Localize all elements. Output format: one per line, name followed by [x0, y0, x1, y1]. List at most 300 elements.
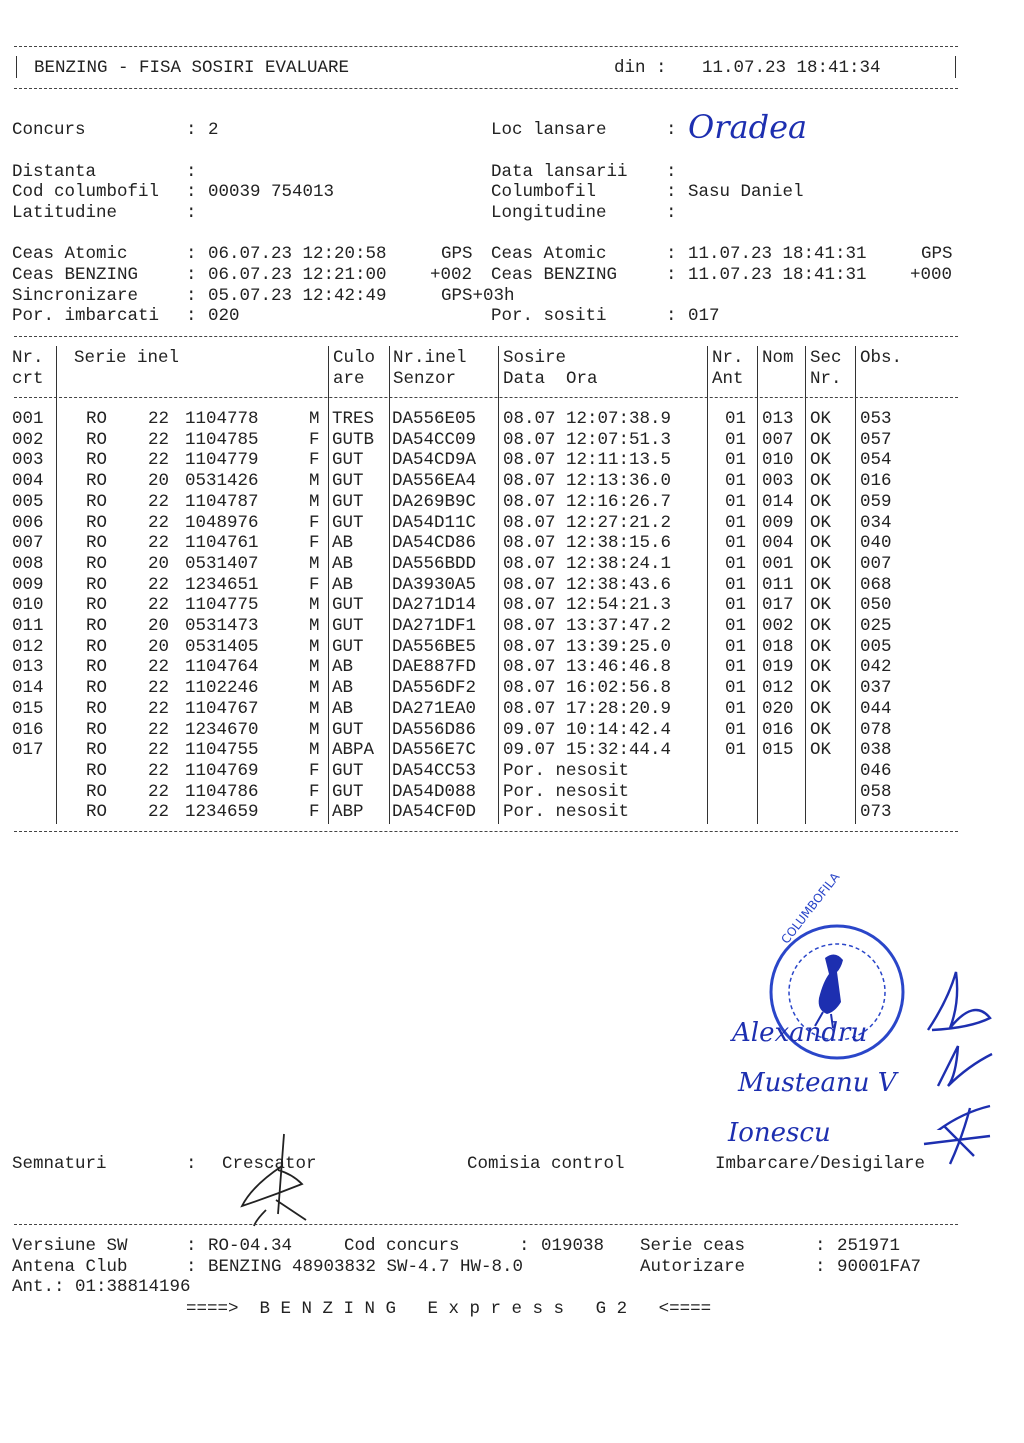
cell-culoare: TRES [332, 409, 375, 429]
th-serie: Serie inel [74, 348, 180, 368]
cell-obs: 038 [860, 740, 892, 761]
cell-tara: RO [86, 471, 108, 492]
cell-sex: F [309, 533, 320, 554]
cell-sosire: 08.07 13:39:25.0 [503, 636, 672, 657]
serie-ceas-label: Serie ceas [640, 1236, 746, 1256]
signature-cross [920, 1098, 1000, 1178]
cell-ant: 01 [725, 553, 747, 574]
th-obs: Obs. [860, 348, 903, 368]
cell-inel: 0531405 [185, 636, 259, 657]
cell-obs: 059 [860, 491, 892, 512]
cell-senzor: DA54D088 [392, 781, 477, 802]
cell-sec: OK [810, 678, 832, 699]
clock-suffix: +002 [430, 265, 473, 285]
cell-inel: 0531473 [185, 616, 259, 636]
th-sec-1: Sec [810, 348, 842, 368]
footer-rule [14, 1224, 958, 1225]
cell-nr: 007 [12, 533, 44, 554]
cell-tara: RO [86, 553, 108, 574]
cell-tara: RO [86, 429, 108, 450]
colon: : [186, 244, 197, 264]
cod-concurs-label: Cod concurs [344, 1236, 460, 1256]
clock-label: Ceas Atomic [491, 244, 607, 264]
cell-culoare: AB [332, 698, 354, 719]
th-inel-1: Nr.inel [393, 348, 467, 368]
th-inel-2: Senzor [393, 369, 457, 389]
cell-senzor: DA3930A5 [392, 574, 477, 595]
cell-ant: 01 [725, 616, 747, 636]
cell-sex: M [309, 409, 320, 429]
clock-value: 06.07.23 12:21:00 [208, 265, 387, 285]
cell-sec: OK [810, 698, 832, 719]
imbarcare-label: Imbarcare/Desigilare [715, 1154, 926, 1174]
clock-value: 020 [208, 306, 240, 326]
colon: : [519, 1236, 530, 1256]
cell-inel: 1234659 [185, 802, 259, 823]
cell-nom: 016 [762, 719, 794, 740]
clock-label: Ceas Atomic [12, 244, 128, 264]
cell-sec: OK [810, 616, 832, 636]
col-sep [855, 346, 856, 824]
col-sep [757, 346, 758, 824]
cell-nom: 019 [762, 657, 794, 678]
cell-obs: 025 [860, 616, 892, 636]
cell-obs: 042 [860, 657, 892, 678]
cell-an: 22 [148, 491, 170, 512]
th-sosire-2: Data Ora [503, 369, 598, 389]
cell-senzor: DA556E7C [392, 740, 477, 761]
colon: : [186, 203, 197, 223]
cell-sosire: 08.07 12:07:38.9 [503, 409, 672, 429]
loc-lansare-label: Loc lansare [491, 120, 607, 140]
cell-senzor: DA54CC53 [392, 760, 477, 781]
clock-value: 05.07.23 12:42:49 [208, 286, 387, 306]
clock-value: 11.07.23 18:41:31 [688, 265, 867, 285]
cell-ant: 01 [725, 698, 747, 719]
cell-nr: 003 [12, 450, 44, 471]
benzing-banner: ====> B E N Z I N G E x p r e s s G 2 <==== [186, 1299, 712, 1319]
cell-culoare: GUT [332, 512, 364, 533]
cell-nom: 020 [762, 698, 794, 719]
cell-culoare: AB [332, 657, 354, 678]
cell-inel: 1104778 [185, 409, 259, 429]
cell-sec: OK [810, 429, 832, 450]
cell-an: 22 [148, 409, 170, 429]
cell-sex: M [309, 678, 320, 699]
cell-sex: M [309, 491, 320, 512]
th-sosire-1: Sosire [503, 348, 567, 368]
colon: : [666, 203, 677, 223]
colon: : [666, 120, 677, 140]
cell-tara: RO [86, 760, 108, 781]
cell-an: 22 [148, 740, 170, 761]
th-crt: crt [12, 369, 44, 389]
cell-inel: 1104764 [185, 657, 259, 678]
table-header-rule [14, 397, 958, 398]
cell-senzor: DA54CF0D [392, 802, 477, 823]
cell-nr: 009 [12, 574, 44, 595]
cell-tara: RO [86, 574, 108, 595]
cell-nr: 016 [12, 719, 44, 740]
latitudine-label: Latitudine [12, 203, 118, 223]
cell-sec: OK [810, 719, 832, 740]
cell-sosire: 08.07 12:13:36.0 [503, 471, 672, 492]
clock-suffix: GPS+03h [441, 286, 515, 306]
clock-suffix: GPS [921, 244, 953, 264]
comisia-label: Comisia control [467, 1154, 625, 1174]
cell-an: 22 [148, 678, 170, 699]
clock-value: 11.07.23 18:41:31 [688, 244, 867, 264]
cell-inel: 1104755 [185, 740, 259, 761]
cell-nr: 005 [12, 491, 44, 512]
cell-nom: 007 [762, 429, 794, 450]
cell-senzor: DA271EA0 [392, 698, 477, 719]
cell-ant: 01 [725, 595, 747, 616]
columbofil-label: Columbofil [491, 182, 597, 202]
cell-ant: 01 [725, 533, 747, 554]
cell-nom: 004 [762, 533, 794, 554]
cell-sosire: 08.07 13:37:47.2 [503, 616, 672, 636]
cell-inel: 1104767 [185, 698, 259, 719]
cell-inel: 1234651 [185, 574, 259, 595]
cell-senzor: DA271D14 [392, 595, 477, 616]
cell-sec: OK [810, 491, 832, 512]
cell-sex: M [309, 657, 320, 678]
cell-senzor: DA54D11C [392, 512, 477, 533]
cell-ant: 01 [725, 450, 747, 471]
table-bottom-rule [14, 831, 958, 832]
cell-obs: 040 [860, 533, 892, 554]
cell-sec: OK [810, 471, 832, 492]
cell-tara: RO [86, 636, 108, 657]
stamp-text: COLUMBOFILA [778, 869, 843, 947]
cell-ant: 01 [725, 740, 747, 761]
cell-culoare: GUT [332, 781, 364, 802]
cell-senzor: DA556E05 [392, 409, 477, 429]
cell-culoare: GUT [332, 636, 364, 657]
th-culoare-2: are [333, 369, 365, 389]
cell-ant: 01 [725, 512, 747, 533]
cell-an: 22 [148, 657, 170, 678]
ant-line: Ant.: 01:38814196 [12, 1277, 191, 1297]
cell-nom: 017 [762, 595, 794, 616]
cell-nr: 013 [12, 657, 44, 678]
cell-obs: 050 [860, 595, 892, 616]
distanta-label: Distanta [12, 162, 97, 182]
longitudine-label: Longitudine [491, 203, 607, 223]
data-lansarii-label: Data lansarii [491, 162, 628, 182]
cell-an: 22 [148, 719, 170, 740]
cell-obs: 073 [860, 802, 892, 823]
cell-inel: 1102246 [185, 678, 259, 699]
cell-sex: F [309, 760, 320, 781]
clock-label: Sincronizare [12, 286, 139, 306]
cod-columbofil-label: Cod columbofil [12, 182, 160, 202]
cell-obs: 053 [860, 409, 892, 429]
cell-sec: OK [810, 595, 832, 616]
cell-sosire: 08.07 12:54:21.3 [503, 595, 672, 616]
cell-an: 22 [148, 574, 170, 595]
cell-obs: 007 [860, 553, 892, 574]
colon: : [186, 182, 197, 202]
colon: : [815, 1257, 826, 1277]
cell-sosire: 08.07 12:11:13.5 [503, 450, 672, 471]
cell-sec: OK [810, 553, 832, 574]
cell-senzor: DA556DF2 [392, 678, 477, 699]
cell-nr: 014 [12, 678, 44, 699]
cell-tara: RO [86, 802, 108, 823]
cell-obs: 046 [860, 760, 892, 781]
cell-sosire: 08.07 12:27:21.2 [503, 512, 672, 533]
cod-concurs-value: 019038 [541, 1236, 605, 1256]
cell-sex: M [309, 719, 320, 740]
concurs-value: 2 [208, 120, 219, 140]
cell-inel: 1104769 [185, 760, 259, 781]
crescator-label: Crescator [222, 1154, 317, 1174]
cell-tara: RO [86, 740, 108, 761]
cell-nr: 006 [12, 512, 44, 533]
cell-nr: 011 [12, 616, 44, 636]
clock-value: 017 [688, 306, 720, 326]
colon: : [186, 1236, 197, 1256]
cell-culoare: ABP [332, 802, 364, 823]
cell-senzor: DA556BE5 [392, 636, 477, 657]
cell-culoare: AB [332, 678, 354, 699]
cell-sex: M [309, 616, 320, 636]
cell-ant: 01 [725, 471, 747, 492]
cell-tara: RO [86, 678, 108, 699]
cell-nom: 018 [762, 636, 794, 657]
cell-senzor: DA556D86 [392, 719, 477, 740]
cell-an: 22 [148, 781, 170, 802]
cell-sex: M [309, 471, 320, 492]
colon: : [186, 162, 197, 182]
colon: : [666, 162, 677, 182]
cell-inel: 1104785 [185, 429, 259, 450]
serie-ceas-value: 251971 [837, 1236, 901, 1256]
colon: : [666, 306, 677, 326]
signature-handwriting-1: Alexandru [732, 1018, 868, 1048]
cell-senzor: DA54CC09 [392, 429, 477, 450]
cell-sex: F [309, 429, 320, 450]
cell-obs: 054 [860, 450, 892, 471]
cell-culoare: AB [332, 533, 354, 554]
cell-an: 22 [148, 802, 170, 823]
clock-label: Ceas BENZING [491, 265, 618, 285]
cell-nr: 012 [12, 636, 44, 657]
cell-tara: RO [86, 616, 108, 636]
cell-sosire: 08.07 12:38:24.1 [503, 553, 672, 574]
cell-nom: 014 [762, 491, 794, 512]
cell-sec: OK [810, 533, 832, 554]
th-ant-2: Ant [712, 369, 744, 389]
header-bottom-rule [14, 88, 958, 89]
cell-an: 20 [148, 636, 170, 657]
cell-inel: 1104775 [185, 595, 259, 616]
cell-tara: RO [86, 657, 108, 678]
cell-tara: RO [86, 512, 108, 533]
cell-tara: RO [86, 409, 108, 429]
cell-culoare: GUT [332, 450, 364, 471]
cell-inel: 0531407 [185, 553, 259, 574]
cell-culoare: ABPA [332, 740, 375, 761]
cell-inel: 1104779 [185, 450, 259, 471]
semnaturi-label: Semnaturi [12, 1154, 107, 1174]
cell-tara: RO [86, 719, 108, 740]
cell-an: 22 [148, 698, 170, 719]
cell-nom: 012 [762, 678, 794, 699]
doc-title: BENZING - FISA SOSIRI EVALUARE [34, 58, 350, 78]
signature-handwriting-3: Ionescu [728, 1118, 831, 1148]
cell-obs: 057 [860, 429, 892, 450]
cell-sosire: 08.07 13:46:46.8 [503, 657, 672, 678]
cell-an: 22 [148, 760, 170, 781]
clock-suffix: GPS [441, 244, 473, 264]
col-sep [498, 346, 499, 824]
th-nom: Nom [762, 348, 794, 368]
th-ant-1: Nr. [712, 348, 744, 368]
colon: : [186, 306, 197, 326]
cell-ant: 01 [725, 719, 747, 740]
cod-columbofil-value: 00039 754013 [208, 182, 335, 202]
col-sep [805, 346, 806, 824]
cell-an: 20 [148, 553, 170, 574]
signature-handwriting-2: Musteanu V [738, 1068, 897, 1098]
cell-sec: OK [810, 409, 832, 429]
cell-sosire: Por. nesosit [503, 760, 630, 781]
colon: : [666, 244, 677, 264]
cell-tara: RO [86, 491, 108, 512]
cell-tara: RO [86, 698, 108, 719]
cell-culoare: GUT [332, 471, 364, 492]
versiune-label: Versiune SW [12, 1236, 128, 1256]
cell-sex: F [309, 574, 320, 595]
cell-obs: 034 [860, 512, 892, 533]
cell-sex: M [309, 698, 320, 719]
cell-obs: 037 [860, 678, 892, 699]
cell-culoare: GUT [332, 595, 364, 616]
cell-sex: F [309, 802, 320, 823]
cell-senzor: DA271DF1 [392, 616, 477, 636]
cell-culoare: GUT [332, 616, 364, 636]
cell-sec: OK [810, 740, 832, 761]
cell-nom: 015 [762, 740, 794, 761]
th-culoare-1: Culo [333, 348, 376, 368]
cell-nr: 010 [12, 595, 44, 616]
cell-culoare: GUT [332, 760, 364, 781]
stamp [755, 918, 915, 1074]
cell-obs: 005 [860, 636, 892, 657]
cell-nom: 010 [762, 450, 794, 471]
cell-nr: 001 [12, 409, 44, 429]
cell-sex: F [309, 512, 320, 533]
cell-obs: 044 [860, 698, 892, 719]
header-left-border [16, 56, 17, 78]
cell-sosire: Por. nesosit [503, 781, 630, 802]
th-sec-2: Nr. [810, 369, 842, 389]
colon: : [186, 1154, 197, 1174]
cell-nom: 002 [762, 616, 794, 636]
clock-value: 06.07.23 12:20:58 [208, 244, 387, 264]
cell-an: 22 [148, 533, 170, 554]
autorizare-label: Autorizare [640, 1257, 746, 1277]
header-top-rule [14, 46, 958, 47]
cell-sosire: 09.07 10:14:42.4 [503, 719, 672, 740]
col-sep [56, 346, 57, 824]
cell-ant: 01 [725, 574, 747, 595]
table-top-rule [14, 336, 958, 337]
cell-tara: RO [86, 450, 108, 471]
colon: : [186, 1257, 197, 1277]
cell-nom: 009 [762, 512, 794, 533]
cell-senzor: DA556EA4 [392, 471, 477, 492]
cell-sec: OK [810, 574, 832, 595]
cell-sec: OK [810, 512, 832, 533]
cell-senzor: DAE887FD [392, 657, 477, 678]
doc-datetime: 11.07.23 18:41:34 [702, 58, 881, 78]
cell-ant: 01 [725, 636, 747, 657]
cell-senzor: DA269B9C [392, 491, 477, 512]
cell-ant: 01 [725, 657, 747, 678]
cell-an: 20 [148, 616, 170, 636]
cell-sex: M [309, 553, 320, 574]
cell-culoare: AB [332, 553, 354, 574]
antena-label: Antena Club [12, 1257, 128, 1277]
cell-tara: RO [86, 595, 108, 616]
antena-value: BENZING 48903832 SW-4.7 HW-8.0 [208, 1257, 524, 1277]
cell-sosire: 08.07 12:07:51.3 [503, 429, 672, 450]
cell-sec: OK [810, 450, 832, 471]
cell-sex: F [309, 781, 320, 802]
clock-label: Por. imbarcati [12, 306, 160, 326]
cell-obs: 058 [860, 781, 892, 802]
cell-obs: 068 [860, 574, 892, 595]
cell-inel: 0531426 [185, 471, 259, 492]
cell-an: 20 [148, 471, 170, 492]
cell-nr: 004 [12, 471, 44, 492]
cell-obs: 016 [860, 471, 892, 492]
col-sep [389, 346, 390, 824]
cell-sosire: Por. nesosit [503, 802, 630, 823]
cell-sex: F [309, 450, 320, 471]
cell-sosire: 08.07 17:28:20.9 [503, 698, 672, 719]
colon: : [186, 120, 197, 140]
cell-an: 22 [148, 429, 170, 450]
cell-inel: 1048976 [185, 512, 259, 533]
crescator-signature [236, 1130, 326, 1230]
cell-ant: 01 [725, 429, 747, 450]
cell-nr: 015 [12, 698, 44, 719]
cell-culoare: GUT [332, 491, 364, 512]
clock-suffix: +000 [910, 265, 953, 285]
cell-obs: 078 [860, 719, 892, 740]
cell-senzor: DA54CD86 [392, 533, 477, 554]
cell-ant: 01 [725, 491, 747, 512]
clock-label: Por. sositi [491, 306, 607, 326]
cell-an: 22 [148, 450, 170, 471]
cell-ant: 01 [725, 678, 747, 699]
cell-nom: 011 [762, 574, 794, 595]
colon: : [815, 1236, 826, 1256]
cell-inel: 1104761 [185, 533, 259, 554]
cell-tara: RO [86, 781, 108, 802]
colon: : [186, 286, 197, 306]
cell-tara: RO [86, 533, 108, 554]
cell-sec: OK [810, 636, 832, 657]
cell-sosire: 08.07 12:38:43.6 [503, 574, 672, 595]
col-sep [328, 346, 329, 824]
cell-sex: M [309, 595, 320, 616]
